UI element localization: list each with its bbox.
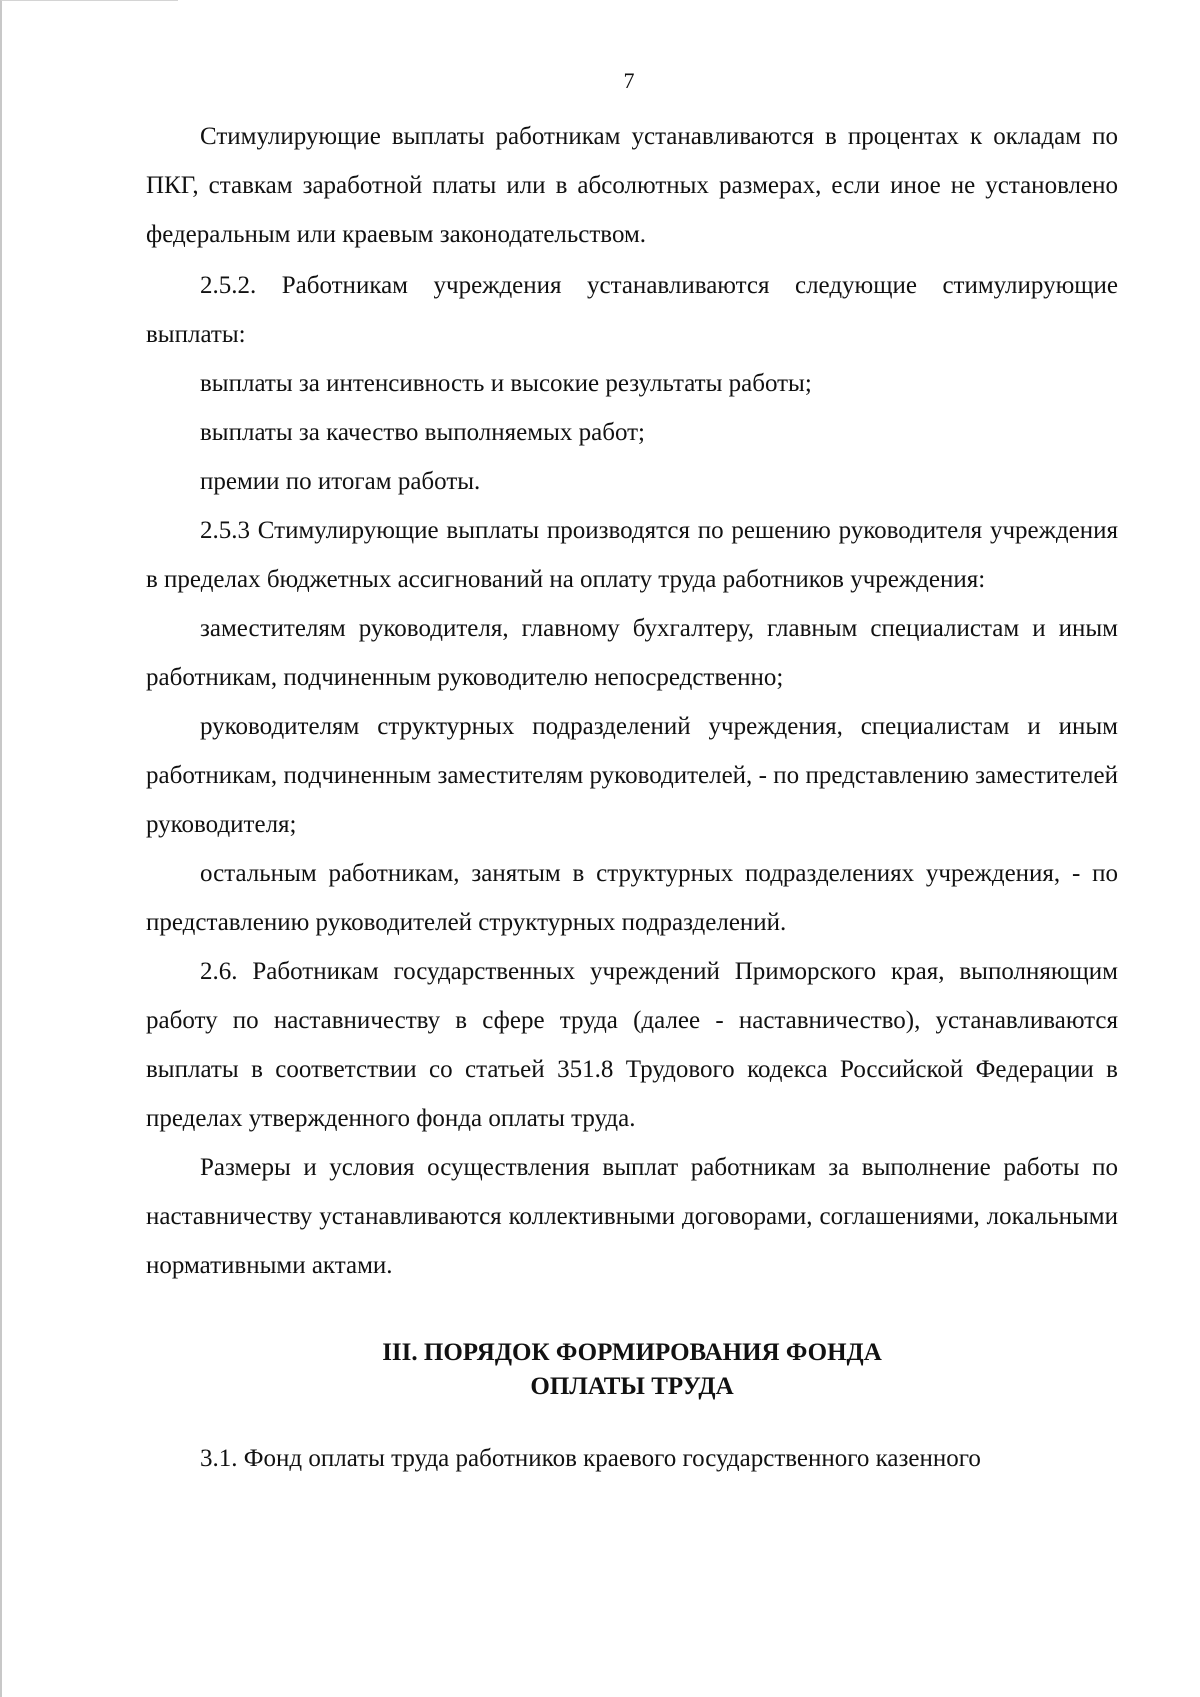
list-item-bonuses: премии по итогам работы. [200, 468, 481, 495]
paragraph-2-5-2: 2.5.2. Работникам учреждения устанавливаются следующие стимулирующие выплаты: [146, 272, 1118, 348]
section-heading-line-2: ОПЛАТЫ ТРУДА [530, 1373, 734, 1400]
paragraph-3-1: 3.1. Фонд оплаты труда работников краевого государственного казенного [200, 1445, 981, 1472]
document-body [146, 112, 1118, 1483]
section-heading [146, 1336, 1118, 1404]
paragraph-mentoring-terms: Размеры и условия осуществления выплат работникам за выполнение работы по наставничеству устанавливаются коллективными договорами, соглашениями, локальными нормативными актами. [146, 1154, 1118, 1279]
page-number: 7 [623, 68, 635, 93]
paragraph-2-5-3: 2.5.3 Стимулирующие выплаты производятся по решению руководителя учреждения в пределах бюджетных ассигнований на оплату труда работников учреждения: [146, 517, 1118, 593]
paragraph-stimulating-payments-intro: Стимулирующие выплаты работникам устанавливаются в процентах к окладам по ПКГ, ставкам заработной платы или в абсолютных размерах, если иное не установлено федеральным или краевым законодательством. [146, 123, 1118, 248]
list-item-quality-payments: выплаты за качество выполняемых работ; [200, 419, 645, 446]
list-item-other-employees: остальным работникам, занятым в структурных подразделениях учреждения, - по представлению руководителей структурных подразделений. [146, 860, 1118, 936]
section-heading-line-1: III. ПОРЯДОК ФОРМИРОВАНИЯ ФОНДА [382, 1339, 882, 1366]
list-item-intensity-payments: выплаты за интенсивность и высокие результаты работы; [200, 370, 812, 397]
list-item-deputies: заместителям руководителя, главному бухгалтеру, главным специалистам и иным работникам, подчиненным руководителю непосредственно; [146, 615, 1118, 691]
list-item-unit-heads: руководителям структурных подразделений учреждения, специалистам и иным работникам, подчиненным заместителям руководителей, - по представлению заместителей руководителя; [146, 713, 1118, 838]
paragraph-2-6: 2.6. Работникам государственных учреждений Приморского края, выполняющим работу по наставничеству в сфере труда (далее - наставничество), устанавливаются выплаты в соответствии со статьей 351.8 Трудового кодекса Российской Федерации в пределах утвержденного фонда оплаты труда. [146, 958, 1118, 1132]
